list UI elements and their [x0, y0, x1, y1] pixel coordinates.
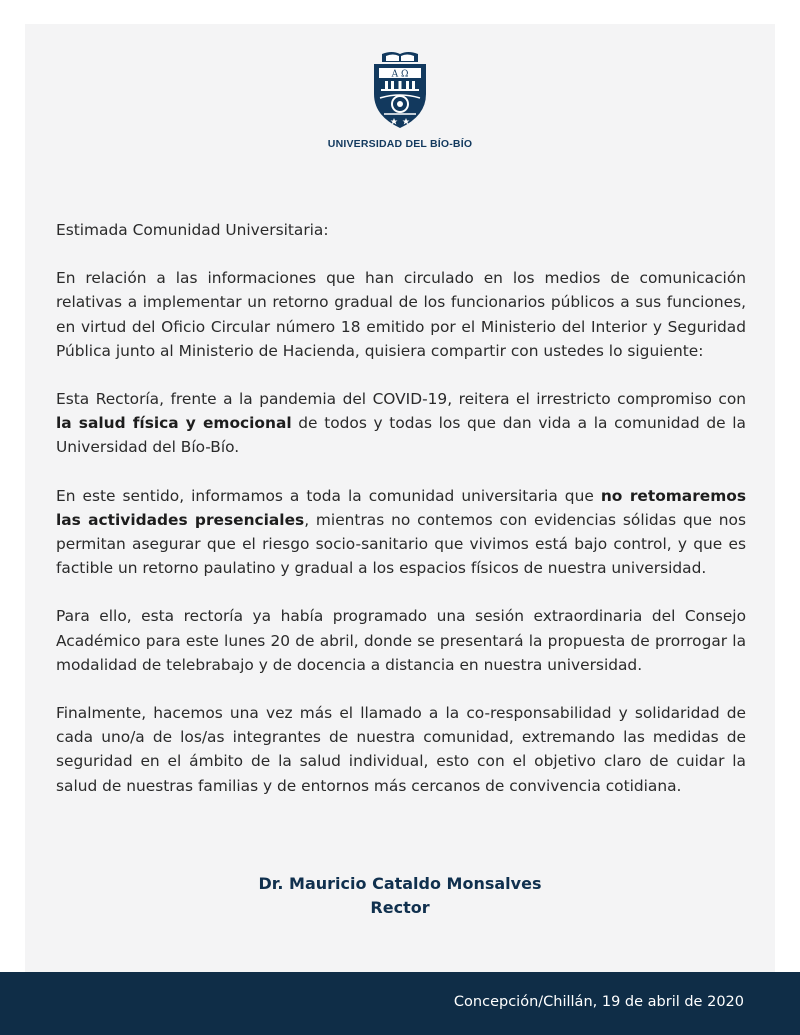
signature-block: [0, 872, 800, 920]
paragraph-3-text-b: , mientras no contemos con evidencias sólidas que nos permitan asegurar que el riesgo socio-sanitario que vivimos está bajo control, y que es factible un retorno paulatino y gradual a los espacios físicos de nuestra universidad.: [56, 510, 746, 578]
signer-title: Rector: [370, 898, 430, 917]
university-header: [0, 50, 800, 150]
letter-greeting: Estimada Comunidad Universitaria:: [56, 221, 329, 239]
letter-body: [56, 218, 746, 822]
letter-paragraph-2: [56, 387, 746, 460]
letter-paragraph-5: Finalmente, hacemos una vez más el llamado a la co-responsabilidad y solidaridad de cada uno/a de los/as integrantes de nuestra comunidad, extremando las medidas de seguridad en el ámbito de la salud individual, esto con el objetivo claro de cuidar la salud de nuestras familias y de entornos más cercanos de convivencia cotidiana.: [56, 704, 746, 795]
place-date: Concepción/Chillán, 19 de abril de 2020: [453, 994, 744, 1010]
letter-paragraph-4: Para ello, esta rectoría ya había programado una sesión extraordinaria del Consejo Académico para este lunes 20 de abril, donde se presentará la propuesta de prorrogar la modalidad de telebrabajo y de docencia a distancia en nuestra universidad.: [56, 607, 746, 674]
signer-name: Dr. Mauricio Cataldo Monsalves: [258, 874, 542, 893]
paragraph-2-text-a: Esta Rectoría, frente a la pandemia del COVID-19, reitera el irrestricto compromiso con: [56, 390, 746, 409]
logo-emblem-text: Α Ω: [391, 69, 409, 80]
letter-paragraph-1: En relación a las informaciones que han circulado en los medios de comunicación relativas a implementar un retorno gradual de los funcionarios públicos a sus funciones, en virtud del Oficio Circular número 18 emitido por el Ministerio del Interior y Seguridad Pública junto al Ministerio de Hacienda, quisiera compartir con ustedes lo siguiente:: [56, 269, 746, 360]
university-name: UNIVERSIDAD DEL BÍO-BÍO: [327, 138, 473, 150]
paragraph-3-text-a: En este sentido, informamos a toda la comunidad universitaria que: [56, 486, 601, 505]
university-shield-icon: [370, 50, 430, 130]
letter-paragraph-3: [56, 484, 746, 581]
paragraph-3-bold: no retomaremos las actividades presenciales: [56, 486, 746, 529]
paragraph-2-text-b: de todos y todas los que dan vida a la comunidad de la Universidad del Bío-Bío.: [56, 414, 746, 457]
footer-bar: [0, 972, 800, 1035]
paragraph-2-bold: la salud física y emocional: [56, 414, 292, 433]
